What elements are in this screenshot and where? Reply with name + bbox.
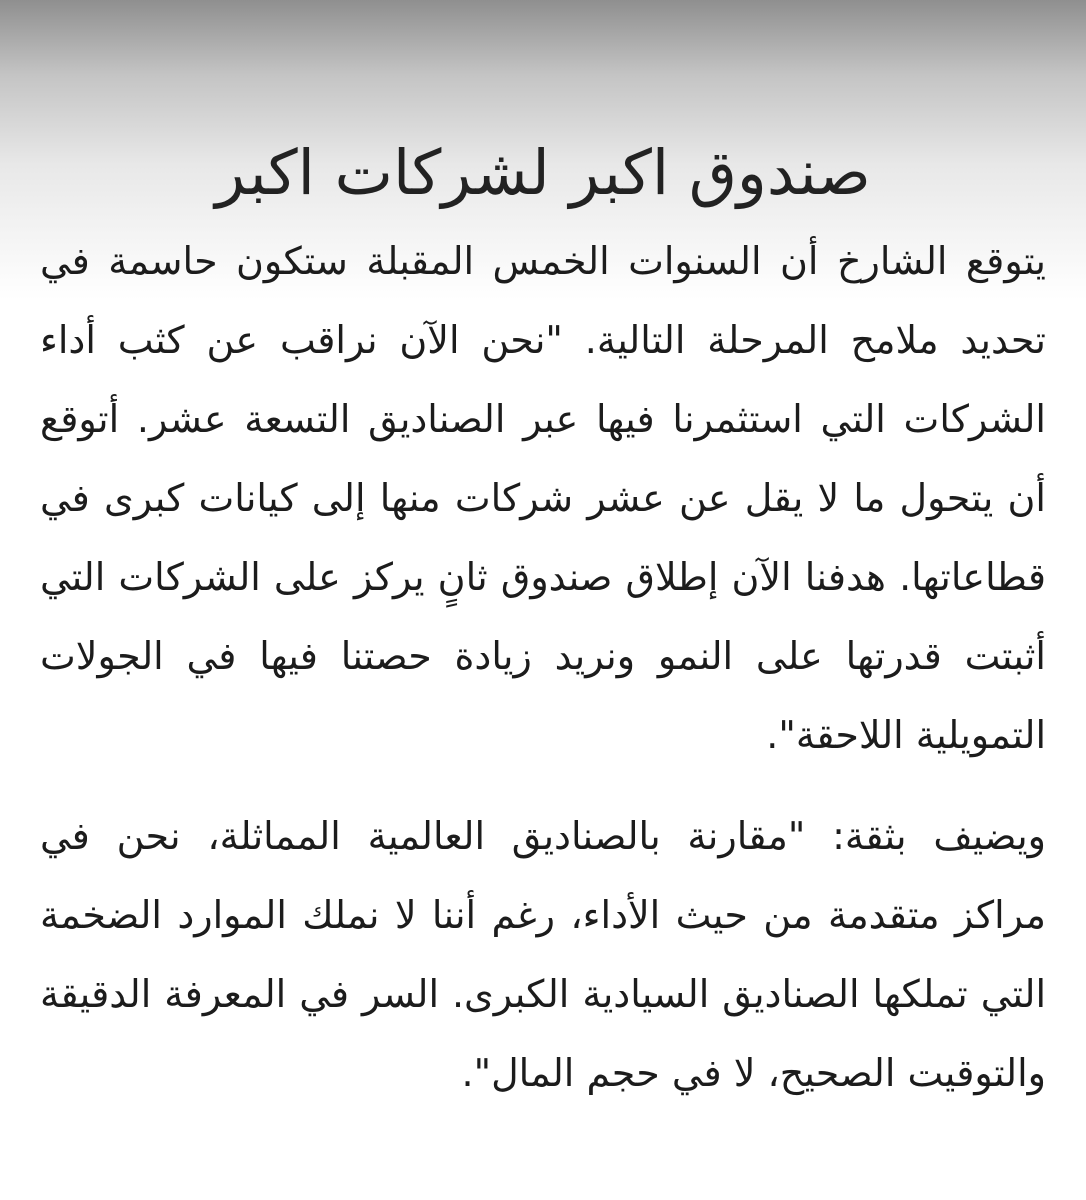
article-headline: صندوق اكبر لشركات اكبر	[215, 136, 871, 209]
article-paragraph-2: ويضيف بثقة: "مقارنة بالصناديق العالمية المماثلة، نحن في مراكز متقدمة من حيث الأداء، رغم أننا لا نملك الموارد الضخمة التي تملكها الصناديق السيادية الكبرى. السر في المعرفة الدقيقة والتوقيت الصحيح، لا في حجم المال".	[40, 814, 1046, 1095]
article-paragraph-1: يتوقع الشارخ أن السنوات الخمس المقبلة ستكون حاسمة في تحديد ملامح المرحلة التالية. "نحن الآن نراقب عن كثب أداء الشركات التي استثمرنا فيها عبر الصناديق التسعة عشر. أتوقع أن يتحول ما لا يقل عن عشر شركات منها إلى كيانات كبرى في قطاعاتها. هدفنا الآن إطلاق صندوق ثانٍ يركز على الشركات التي أثبتت قدرتها على النمو ونريد زيادة حصتنا فيها في الجولات التمويلية اللاحقة".	[40, 239, 1046, 757]
